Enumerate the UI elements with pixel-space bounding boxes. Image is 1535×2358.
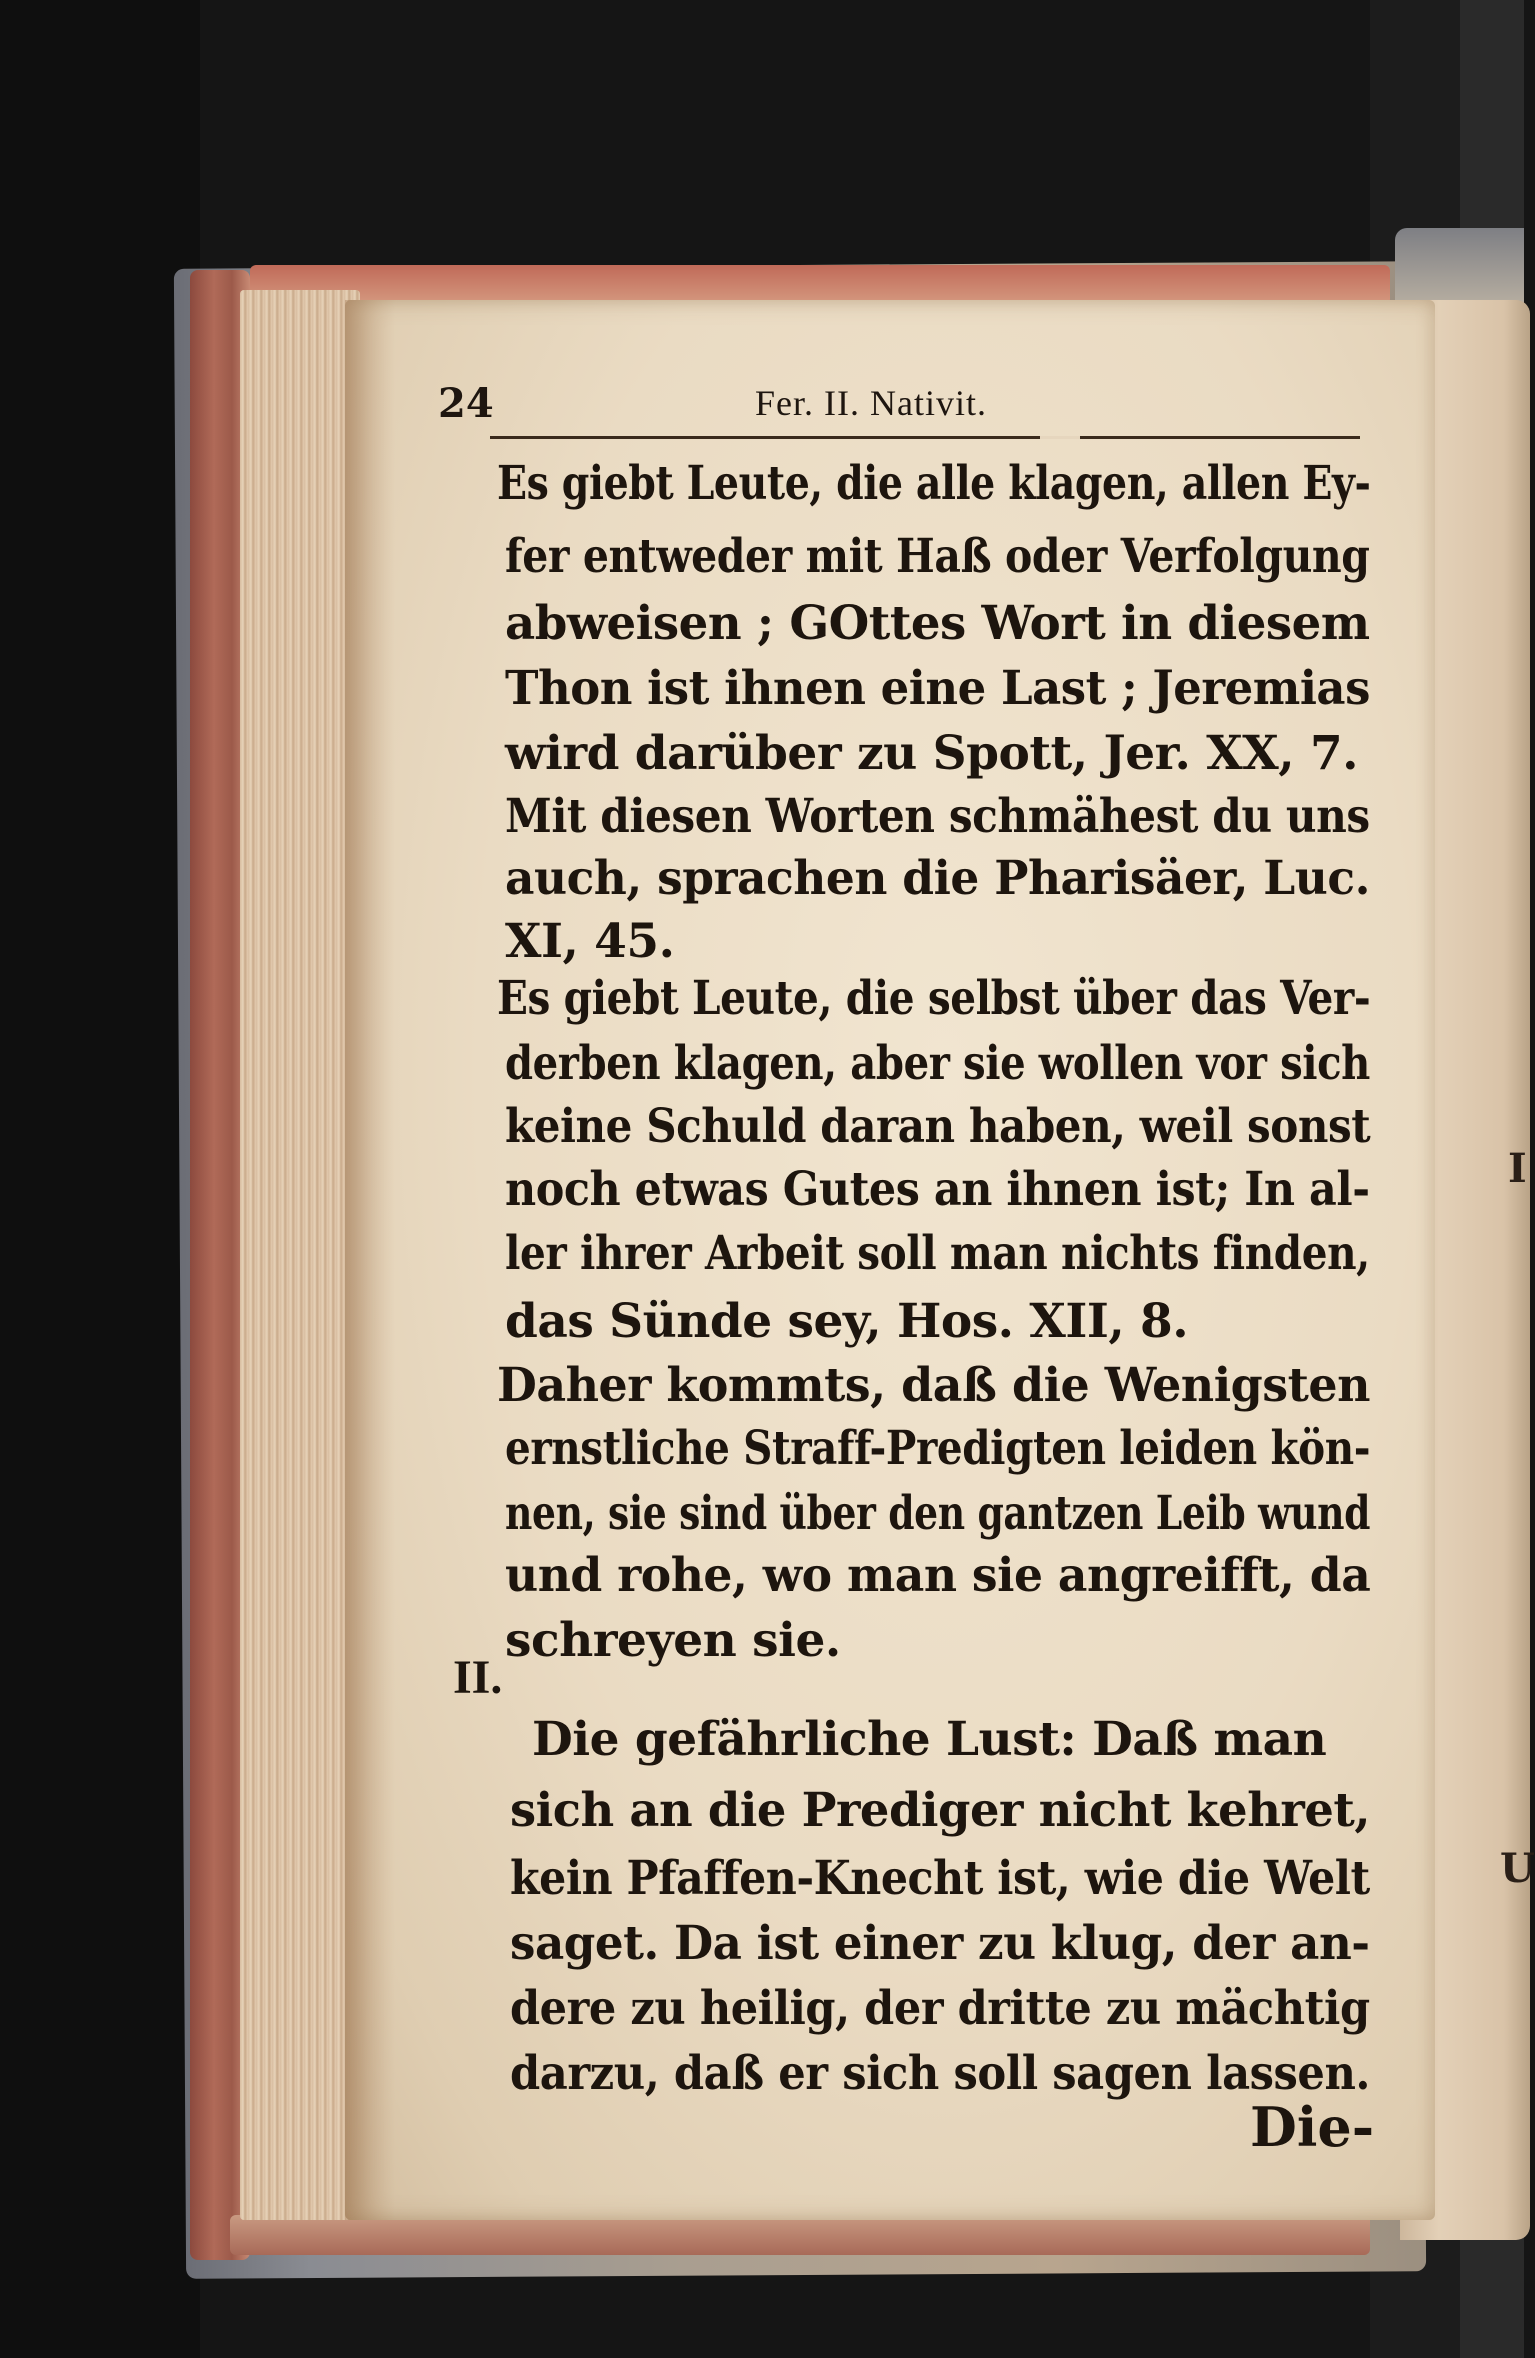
text-line: derben klagen, aber sie wollen vor sich	[505, 1036, 1370, 1091]
text-line: wird darüber zu Spott, Jer. XX, 7.	[505, 726, 1359, 781]
text-line: Es giebt Leute, die selbst über das Ver-	[497, 971, 1371, 1026]
text-line: Thon ist ihnen eine Last ; Jeremias	[505, 661, 1370, 716]
text-line: darzu, daß er sich soll sagen lassen.	[510, 2046, 1371, 2101]
next-page-fragment-2: U	[1500, 1845, 1535, 1892]
text-line: auch, sprachen die Pharisäer, Luc.	[505, 851, 1370, 906]
running-head: Fer. II. Nativit.	[755, 383, 987, 423]
text-line: nen, sie sind über den gantzen Leib wund	[505, 1486, 1371, 1541]
text-line: Daher kommts, daß die Wenigsten	[497, 1358, 1370, 1413]
section-number: II.	[453, 1651, 503, 1704]
text-line: saget. Da ist einer zu klug, der an-	[510, 1916, 1370, 1971]
text-line: ler ihrer Arbeit soll man nichts finden,	[505, 1226, 1370, 1281]
text-line: sich an die Prediger nicht kehret,	[510, 1783, 1371, 1838]
text-line: keine Schuld daran haben, weil sonst	[505, 1099, 1371, 1154]
next-page-fragment-1: I	[1508, 1145, 1527, 1192]
page-number: 24	[438, 380, 494, 427]
text-line: Mit diesen Worten schmähest du uns	[505, 789, 1370, 844]
text-line: schreyen sie.	[505, 1613, 841, 1668]
text-line: fer entweder mit Haß oder Verfolgung	[505, 529, 1370, 584]
text-line: das Sünde sey, Hos. XII, 8.	[505, 1294, 1189, 1349]
text-line: abweisen ; GOttes Wort in diesem	[505, 596, 1370, 651]
text-line: Die gefährliche Lust: Daß man	[532, 1712, 1327, 1767]
text-line: kein Pfaffen-Knecht ist, wie die Welt	[510, 1851, 1370, 1906]
catchword: Die-	[1250, 2095, 1375, 2159]
text-line: Es giebt Leute, die alle klagen, allen Ey-	[497, 456, 1371, 511]
text-line: und rohe, wo man sie angreifft, da	[505, 1548, 1371, 1603]
text-line: ernstliche Straff-Predigten leiden kön-	[505, 1421, 1371, 1476]
text-line: noch etwas Gutes an ihnen ist; In al-	[505, 1162, 1370, 1217]
text-line: dere zu heilig, der dritte zu mächtig	[510, 1981, 1370, 2036]
text-line: XI, 45.	[505, 914, 675, 969]
